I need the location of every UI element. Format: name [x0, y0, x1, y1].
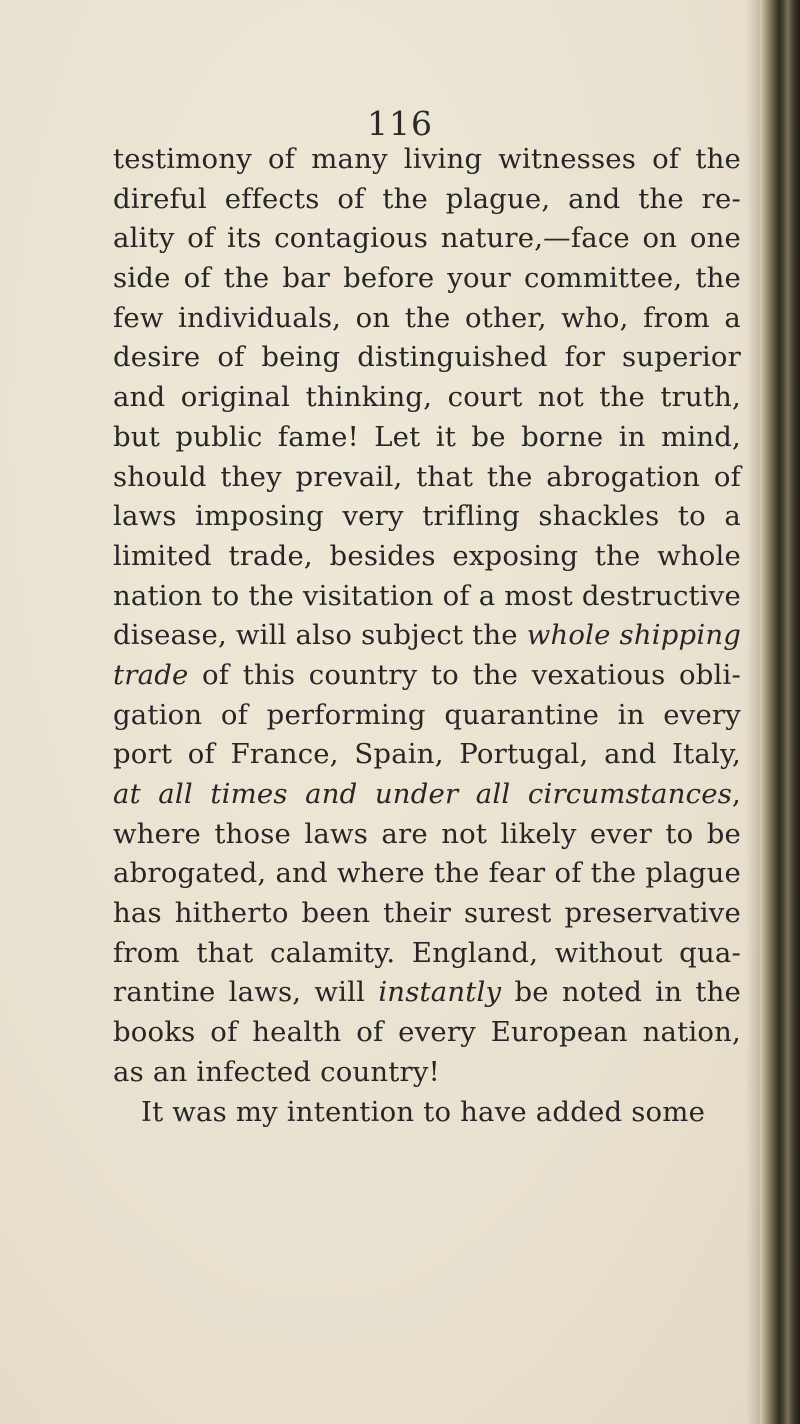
text-line — [113, 1093, 741, 1133]
text-line — [113, 1013, 741, 1053]
text-line — [113, 299, 741, 339]
text-segment: laws imposing very trifling shackles to a — [113, 500, 741, 533]
italic-text: whole shipping — [526, 619, 742, 652]
text-segment: as an infected country! — [113, 1055, 440, 1088]
italic-text: instantly — [378, 976, 502, 1009]
text-line — [113, 180, 741, 220]
book-binding — [760, 0, 800, 1424]
text-segment: where those laws are not likely ever to be — [113, 817, 741, 850]
text-line — [113, 934, 741, 974]
text-segment: be noted in the — [501, 976, 741, 1009]
text-line — [113, 894, 741, 934]
text-line — [113, 458, 741, 498]
text-segment: has hitherto been their surest preservative — [113, 897, 741, 930]
text-segment: but public fame! Let it be borne in mind, — [113, 420, 741, 453]
text-line — [113, 338, 741, 378]
body-text — [113, 140, 741, 1132]
text-segment: gation of performing quarantine in every — [113, 698, 741, 731]
text-line — [113, 537, 741, 577]
text-line — [113, 140, 741, 180]
text-segment: should they prevail, that the abrogation of — [113, 460, 741, 493]
text-line — [113, 418, 741, 458]
text-line — [113, 775, 741, 815]
text-segment: and original thinking, court not the truth, — [113, 381, 741, 414]
text-line — [113, 259, 741, 299]
text-segment: abrogated, and where the fear of the plague — [113, 857, 741, 890]
text-segment: disease, will also subject the — [113, 619, 527, 652]
text-segment: limited trade, besides exposing the whole — [113, 539, 741, 572]
text-line — [113, 854, 741, 894]
text-segment: port of France, Spain, Portugal, and Italy, — [113, 738, 741, 771]
text-line — [113, 1053, 741, 1093]
text-line — [113, 735, 741, 775]
text-line — [113, 497, 741, 537]
italic-text: trade — [113, 658, 189, 691]
text-segment: nation to the visitation of a most destructive — [113, 579, 741, 612]
text-line — [113, 577, 741, 617]
text-segment: ality of its contagious nature,—face on one — [113, 222, 741, 255]
text-segment: , — [732, 778, 741, 810]
page-edge-shadow — [746, 0, 760, 1424]
text-segment: rantine laws, will — [113, 976, 379, 1009]
text-line — [113, 696, 741, 736]
text-line — [113, 815, 741, 855]
text-segment: from that calamity. England, without qua- — [113, 936, 741, 969]
text-segment: of this country to the vexatious obli- — [188, 658, 741, 691]
text-segment: It was my intention to have added some — [141, 1095, 706, 1128]
text-line — [113, 656, 741, 696]
text-line — [113, 616, 741, 656]
text-line — [113, 378, 741, 418]
italic-text: at all times and under all circumstances — [113, 778, 733, 810]
text-segment: few individuals, on the other, who, from a — [113, 301, 741, 334]
text-line — [113, 973, 741, 1013]
page-number: 116 — [367, 104, 433, 143]
text-segment: side of the bar before your committee, the — [113, 262, 741, 295]
text-segment: testimony of many living witnesses of the — [113, 143, 741, 175]
text-segment: direful effects of the plague, and the re- — [113, 182, 741, 215]
text-segment: desire of being distinguished for superior — [113, 341, 741, 374]
text-segment: books of health of every European nation, — [113, 1016, 741, 1049]
text-line — [113, 219, 741, 259]
